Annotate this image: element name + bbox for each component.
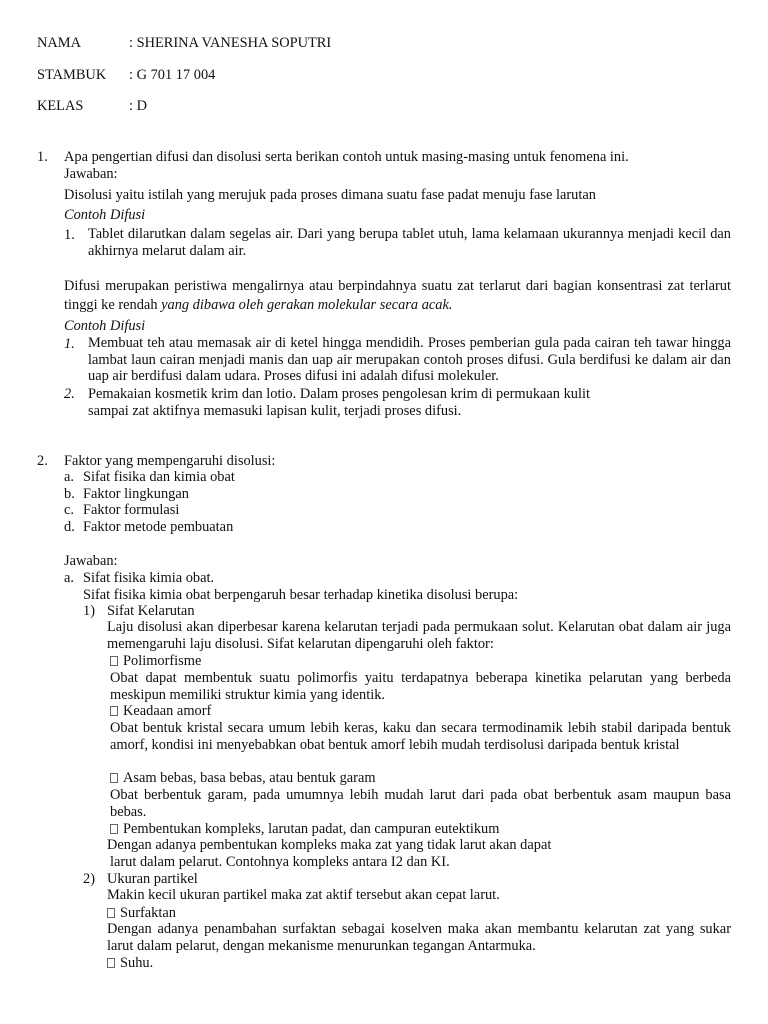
kelas-value: : D (129, 98, 147, 114)
example-2-1-number: 1. (64, 336, 75, 352)
b4-line2: larut dalam pelarut. Contohnya kompleks antara I2 dan KI. (110, 854, 450, 870)
factor-c-mark: c. (64, 502, 74, 518)
difusi-definition-italic: yang dibawa oleh gerakan molekular secara acak. (161, 297, 453, 313)
bullet-keadaan-amorf-title: Keadaan amorf (123, 703, 212, 719)
stambuk-label: STAMBUK (37, 67, 107, 83)
example-1-number: 1. (64, 227, 75, 243)
b1-text: Obat dapat membentuk suatu polimorfis yaitu terdapatnya beberapa kinetika pelarutan yang berbeda meskipun memiliki struktur kimia yang identik. (110, 670, 731, 703)
checkbox-icon (110, 824, 118, 834)
example-2-2-line2: sampai zat aktifnya memasuki lapisan kulit, terjadi proses difusi. (88, 403, 462, 419)
s1-mark: 1) (83, 603, 95, 619)
b2-text: Obat bentuk kristal secara umum lebih keras, kaku dan secara termodinamik lebih stabil daripada bentuk amorf, kondisi ini menyebabkan obat bentuk amorf lebih mudah terdisolusi daripada bentuk kristal (110, 720, 731, 753)
bullet-kompleks-title: Pembentukan kompleks, larutan padat, dan campuran eutektikum (123, 821, 500, 837)
factor-c-text: Faktor formulasi (83, 502, 180, 518)
checkbox-icon (107, 908, 115, 918)
difusi-definition (64, 277, 731, 315)
bullet-polimorfisme-title: Polimorfisme (123, 653, 202, 669)
factor-a-text: Sifat fisika dan kimia obat (83, 469, 235, 485)
q1-number: 1. (37, 149, 48, 165)
s2-mark: 2) (83, 871, 95, 887)
example-2-2-number: 2. (64, 386, 75, 402)
name-value: : SHERINA VANESHA SOPUTRI (129, 35, 332, 51)
name-label: NAMA (37, 35, 81, 51)
b3-text: Obat berbentuk garam, pada umumnya lebih mudah larut dari pada obat berbentuk asam maupun basa bebas. (110, 787, 731, 820)
checkbox-icon (110, 656, 118, 666)
example-2-2-line1: Pemakaian kosmetik krim dan lotio. Dalam proses pengolesan krim di permukaan kulit (88, 386, 590, 402)
q2-number: 2. (37, 453, 48, 469)
factor-b-mark: b. (64, 486, 75, 502)
stambuk-value: : G 701 17 004 (129, 67, 216, 83)
bullet-suhu (107, 955, 153, 971)
checkbox-icon (110, 706, 118, 716)
factor-d-text: Faktor metode pembuatan (83, 519, 234, 535)
bullet-keadaan-amorf (110, 703, 211, 719)
difusi-definition-normal: Difusi merupakan peristiwa mengalirnya atau berpindahnya suatu zat terlarut dari bagian konsentrasi zat terlarut tinggi ke rendah (64, 278, 731, 313)
bullet-asam-bebas-title: Asam bebas, basa bebas, atau bentuk garam (123, 770, 376, 786)
bullet-suhu-title: Suhu. (120, 955, 154, 971)
factor-a-mark: a. (64, 469, 74, 485)
a-intro: Sifat fisika kimia obat berpengaruh besar terhadap kinetika disolusi berupa: (83, 587, 519, 603)
a-title: Sifat fisika kimia obat. (83, 570, 215, 586)
example-2-1-text: Membuat teh atau memasak air di ketel hingga mendidih. Proses pemberian gula pada cairan teh tawar hingga lambat laun cairan menjadi manis dan uap air merupakan contoh proses difusi. Gula berdifusi ke dalam air dan uap air berdifusi dalam udara. Proses difusi ini adalah difusi molekuler. (88, 335, 731, 385)
q2-question: Faktor yang mempengaruhi disolusi: (64, 453, 276, 469)
bullet-asam-bebas (110, 770, 376, 786)
kelas-label: KELAS (37, 98, 84, 114)
s1-title: Sifat Kelarutan (107, 603, 195, 619)
example-heading-2: Contoh Difusi (64, 318, 146, 334)
example-heading-1: Contoh Difusi (64, 207, 146, 223)
a-mark: a. (64, 570, 74, 586)
b4-line1: Dengan adanya pembentukan kompleks maka zat yang tidak larut akan dapat (107, 837, 552, 853)
b5-text: Dengan adanya penambahan surfaktan sebagai koselven maka akan membantu kelarutan zat yang sukar larut dalam pelarut, dengan mekanisme menurunkan tegangan Antarmuka. (107, 921, 731, 954)
s2-text: Makin kecil ukuran partikel maka zat aktif tersebut akan cepat larut. (107, 887, 500, 903)
checkbox-icon (110, 773, 118, 783)
factor-b-text: Faktor lingkungan (83, 486, 189, 502)
disolusi-definition: Disolusi yaitu istilah yang merujuk pada proses dimana suatu fase padat menuju fase larutan (64, 187, 596, 203)
example-1-text: Tablet dilarutkan dalam segelas air. Dari yang berupa tablet utuh, lama kelamaan ukurannya menjadi kecil dan akhirnya melarut dalam air. (88, 226, 731, 259)
factor-d-mark: d. (64, 519, 75, 535)
bullet-kompleks (110, 821, 499, 837)
bullet-polimorfisme (110, 653, 201, 669)
q1-question: Apa pengertian difusi dan disolusi serta berikan contoh untuk masing-masing untuk fenomena ini. (64, 149, 629, 165)
checkbox-icon (107, 958, 115, 968)
bullet-surfaktan (107, 905, 176, 921)
q1-answer-label: Jawaban: (64, 166, 118, 182)
s1-text: Laju disolusi akan diperbesar karena kelarutan terjadi pada permukaan solut. Kelarutan obat dalam air juga memengaruhi laju disolusi. Sifat kelarutan dipengaruhi oleh faktor: (107, 619, 731, 652)
s2-title: Ukuran partikel (107, 871, 198, 887)
bullet-surfaktan-title: Surfaktan (120, 905, 176, 921)
q2-answer-label: Jawaban: (64, 553, 118, 569)
